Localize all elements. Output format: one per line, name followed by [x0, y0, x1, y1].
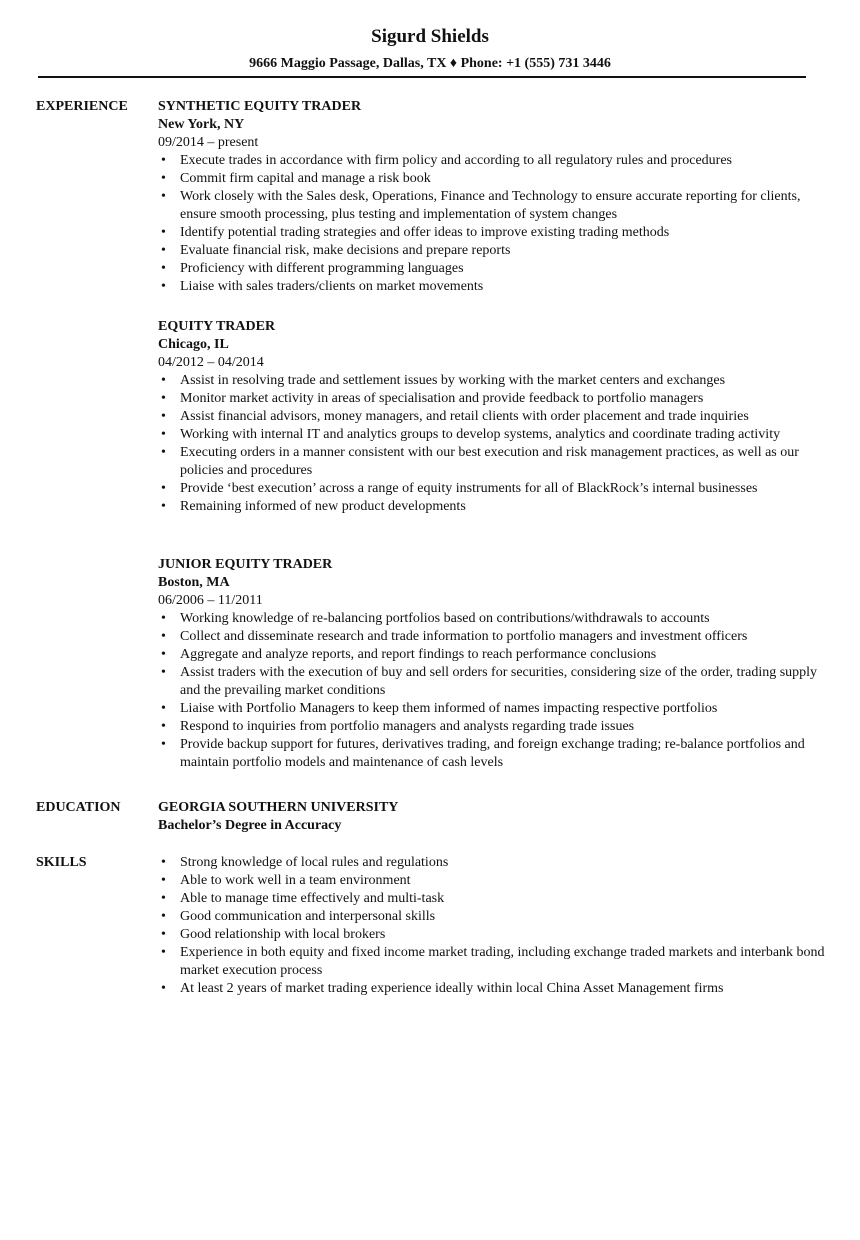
bullet-marker: • — [161, 737, 166, 752]
job-bullet-text: Assist traders with the execution of buy and sell orders for securities, considering size of the order, trading supply and the prevailing market conditions — [180, 665, 818, 698]
section-label-experience: EXPERIENCE — [36, 99, 128, 114]
section-label-education: EDUCATION — [36, 800, 121, 815]
job-title: EQUITY TRADER — [158, 319, 276, 334]
job-bullets — [158, 610, 826, 772]
job-bullet-text: Working with internal IT and analytics groups to develop systems, analytics and coordinate trading activity — [180, 427, 781, 442]
bullet-marker: • — [161, 909, 166, 924]
job-bullet-text: Liaise with Portfolio Managers to keep them informed of names impacting respective portfolios — [180, 701, 718, 716]
job-bullet — [158, 152, 826, 170]
bullet-marker: • — [161, 153, 166, 168]
skill-text: Strong knowledge of local rules and regulations — [180, 855, 449, 870]
bullet-marker: • — [161, 373, 166, 388]
job-bullet-text: Work closely with the Sales desk, Operations, Finance and Technology to ensure accurate reporting for clients, ensure smooth processing, plus testing and implementation of system changes — [180, 189, 801, 222]
job-bullet-text: Remaining informed of new product developments — [180, 499, 466, 514]
job-bullet-text: Evaluate financial risk, make decisions and prepare reports — [180, 243, 511, 258]
candidate-name: Sigurd Shields — [371, 26, 489, 47]
job-title: SYNTHETIC EQUITY TRADER — [158, 99, 362, 114]
bullet-marker: • — [161, 445, 166, 460]
job-bullet — [158, 242, 826, 260]
bullet-marker: • — [161, 701, 166, 716]
bullet-marker: • — [161, 391, 166, 406]
job-bullet — [158, 390, 826, 408]
job-bullet-text: Monitor market activity in areas of specialisation and provide feedback to portfolio managers — [180, 391, 704, 406]
job-bullet-text: Provide ‘best execution’ across a range of equity instruments for all of BlackRock’s internal businesses — [180, 481, 758, 496]
job-entry — [158, 556, 826, 772]
bullet-marker: • — [161, 409, 166, 424]
job-bullet-text: Assist in resolving trade and settlement issues by working with the market centers and exchanges — [180, 373, 726, 388]
header-divider — [38, 76, 806, 78]
job-dates: 09/2014 – present — [158, 135, 259, 150]
job-bullet — [158, 628, 826, 646]
job-bullets — [158, 372, 826, 516]
job-bullet-text: Commit firm capital and manage a risk book — [180, 171, 431, 186]
skill-text: Able to manage time effectively and multi-task — [180, 891, 445, 906]
bullet-marker: • — [161, 945, 166, 960]
job-entry — [158, 98, 826, 296]
job-bullet — [158, 736, 826, 772]
resume-header — [0, 24, 860, 73]
bullet-marker: • — [161, 279, 166, 294]
job-bullets — [158, 152, 826, 296]
job-bullet-text: Provide backup support for futures, derivatives trading, and foreign exchange trading; re-balance portfolios and maintain portfolio models and maintenance of cash levels — [180, 737, 805, 770]
bullet-marker: • — [161, 927, 166, 942]
job-bullet — [158, 718, 826, 736]
job-dates: 04/2012 – 04/2014 — [158, 355, 264, 370]
job-bullet — [158, 646, 826, 664]
contact-line: 9666 Maggio Passage, Dallas, TX ♦ Phone: +1 (555) 731 3446 — [249, 56, 611, 71]
experience-section — [36, 98, 826, 778]
job-bullet — [158, 170, 826, 188]
skill-item — [158, 854, 826, 872]
school-name: GEORGIA SOUTHERN UNIVERSITY — [158, 800, 399, 815]
skill-item — [158, 872, 826, 890]
skill-text: Good relationship with local brokers — [180, 927, 386, 942]
job-bullet — [158, 444, 826, 480]
job-bullet-text: Working knowledge of re-balancing portfolios based on contributions/withdrawals to accounts — [180, 611, 710, 626]
job-bullet-text: Collect and disseminate research and trade information to portfolio managers and investment officers — [180, 629, 748, 644]
skill-text: At least 2 years of market trading experience ideally within local China Asset Management firms — [180, 981, 724, 996]
job-bullet-text: Executing orders in a manner consistent with our best execution and risk management practices, as well as our policies and procedures — [180, 445, 799, 478]
skill-text: Good communication and interpersonal skills — [180, 909, 436, 924]
job-bullet — [158, 498, 826, 516]
job-bullet — [158, 664, 826, 700]
job-bullet — [158, 188, 826, 224]
job-location: New York, NY — [158, 117, 245, 132]
bullet-marker: • — [161, 611, 166, 626]
bullet-marker: • — [161, 243, 166, 258]
degree: Bachelor’s Degree in Accuracy — [158, 818, 342, 833]
bullet-marker: • — [161, 665, 166, 680]
bullet-marker: • — [161, 171, 166, 186]
bullet-marker: • — [161, 855, 166, 870]
bullet-marker: • — [161, 481, 166, 496]
job-bullet — [158, 610, 826, 628]
job-entry — [158, 318, 826, 516]
job-bullet-text: Aggregate and analyze reports, and report findings to reach performance conclusions — [180, 647, 657, 662]
job-bullet-text: Liaise with sales traders/clients on market movements — [180, 279, 484, 294]
job-bullet — [158, 480, 826, 498]
job-bullet — [158, 372, 826, 390]
section-label-skills: SKILLS — [36, 855, 87, 870]
job-bullet-text: Proficiency with different programming languages — [180, 261, 464, 276]
skill-item — [158, 944, 826, 980]
skill-text: Able to work well in a team environment — [180, 873, 411, 888]
bullet-marker: • — [161, 225, 166, 240]
skills-body — [158, 854, 826, 998]
job-location: Chicago, IL — [158, 337, 229, 352]
job-bullet-text: Identify potential trading strategies and offer ideas to improve existing trading methods — [180, 225, 670, 240]
bullet-marker: • — [161, 719, 166, 734]
skill-item — [158, 908, 826, 926]
job-bullet-text: Execute trades in accordance with firm policy and according to all regulatory rules and procedures — [180, 153, 732, 168]
skill-item — [158, 926, 826, 944]
bullet-marker: • — [161, 629, 166, 644]
job-bullet — [158, 426, 826, 444]
job-bullet — [158, 278, 826, 296]
job-bullet-text: Respond to inquiries from portfolio managers and analysts regarding trade issues — [180, 719, 635, 734]
bullet-marker: • — [161, 981, 166, 996]
bullet-marker: • — [161, 647, 166, 662]
job-bullet — [158, 224, 826, 242]
job-bullet — [158, 700, 826, 718]
skill-item — [158, 890, 826, 908]
bullet-marker: • — [161, 189, 166, 204]
skill-text: Experience in both equity and fixed income market trading, including exchange traded markets and interbank bond market execution process — [180, 945, 825, 978]
bullet-marker: • — [161, 427, 166, 442]
bullet-marker: • — [161, 891, 166, 906]
skills-section — [36, 854, 826, 1004]
job-bullet — [158, 260, 826, 278]
bullet-marker: • — [161, 261, 166, 276]
bullet-marker: • — [161, 499, 166, 514]
bullet-marker: • — [161, 873, 166, 888]
job-location: Boston, MA — [158, 575, 230, 590]
job-title: JUNIOR EQUITY TRADER — [158, 557, 333, 572]
skill-item — [158, 980, 826, 998]
skills-list — [158, 854, 826, 998]
job-dates: 06/2006 – 11/2011 — [158, 593, 263, 608]
job-bullet — [158, 408, 826, 426]
education-section — [36, 799, 826, 839]
job-bullet-text: Assist financial advisors, money managers, and retail clients with order placement and trade inquiries — [180, 409, 749, 424]
education-body — [158, 799, 826, 835]
